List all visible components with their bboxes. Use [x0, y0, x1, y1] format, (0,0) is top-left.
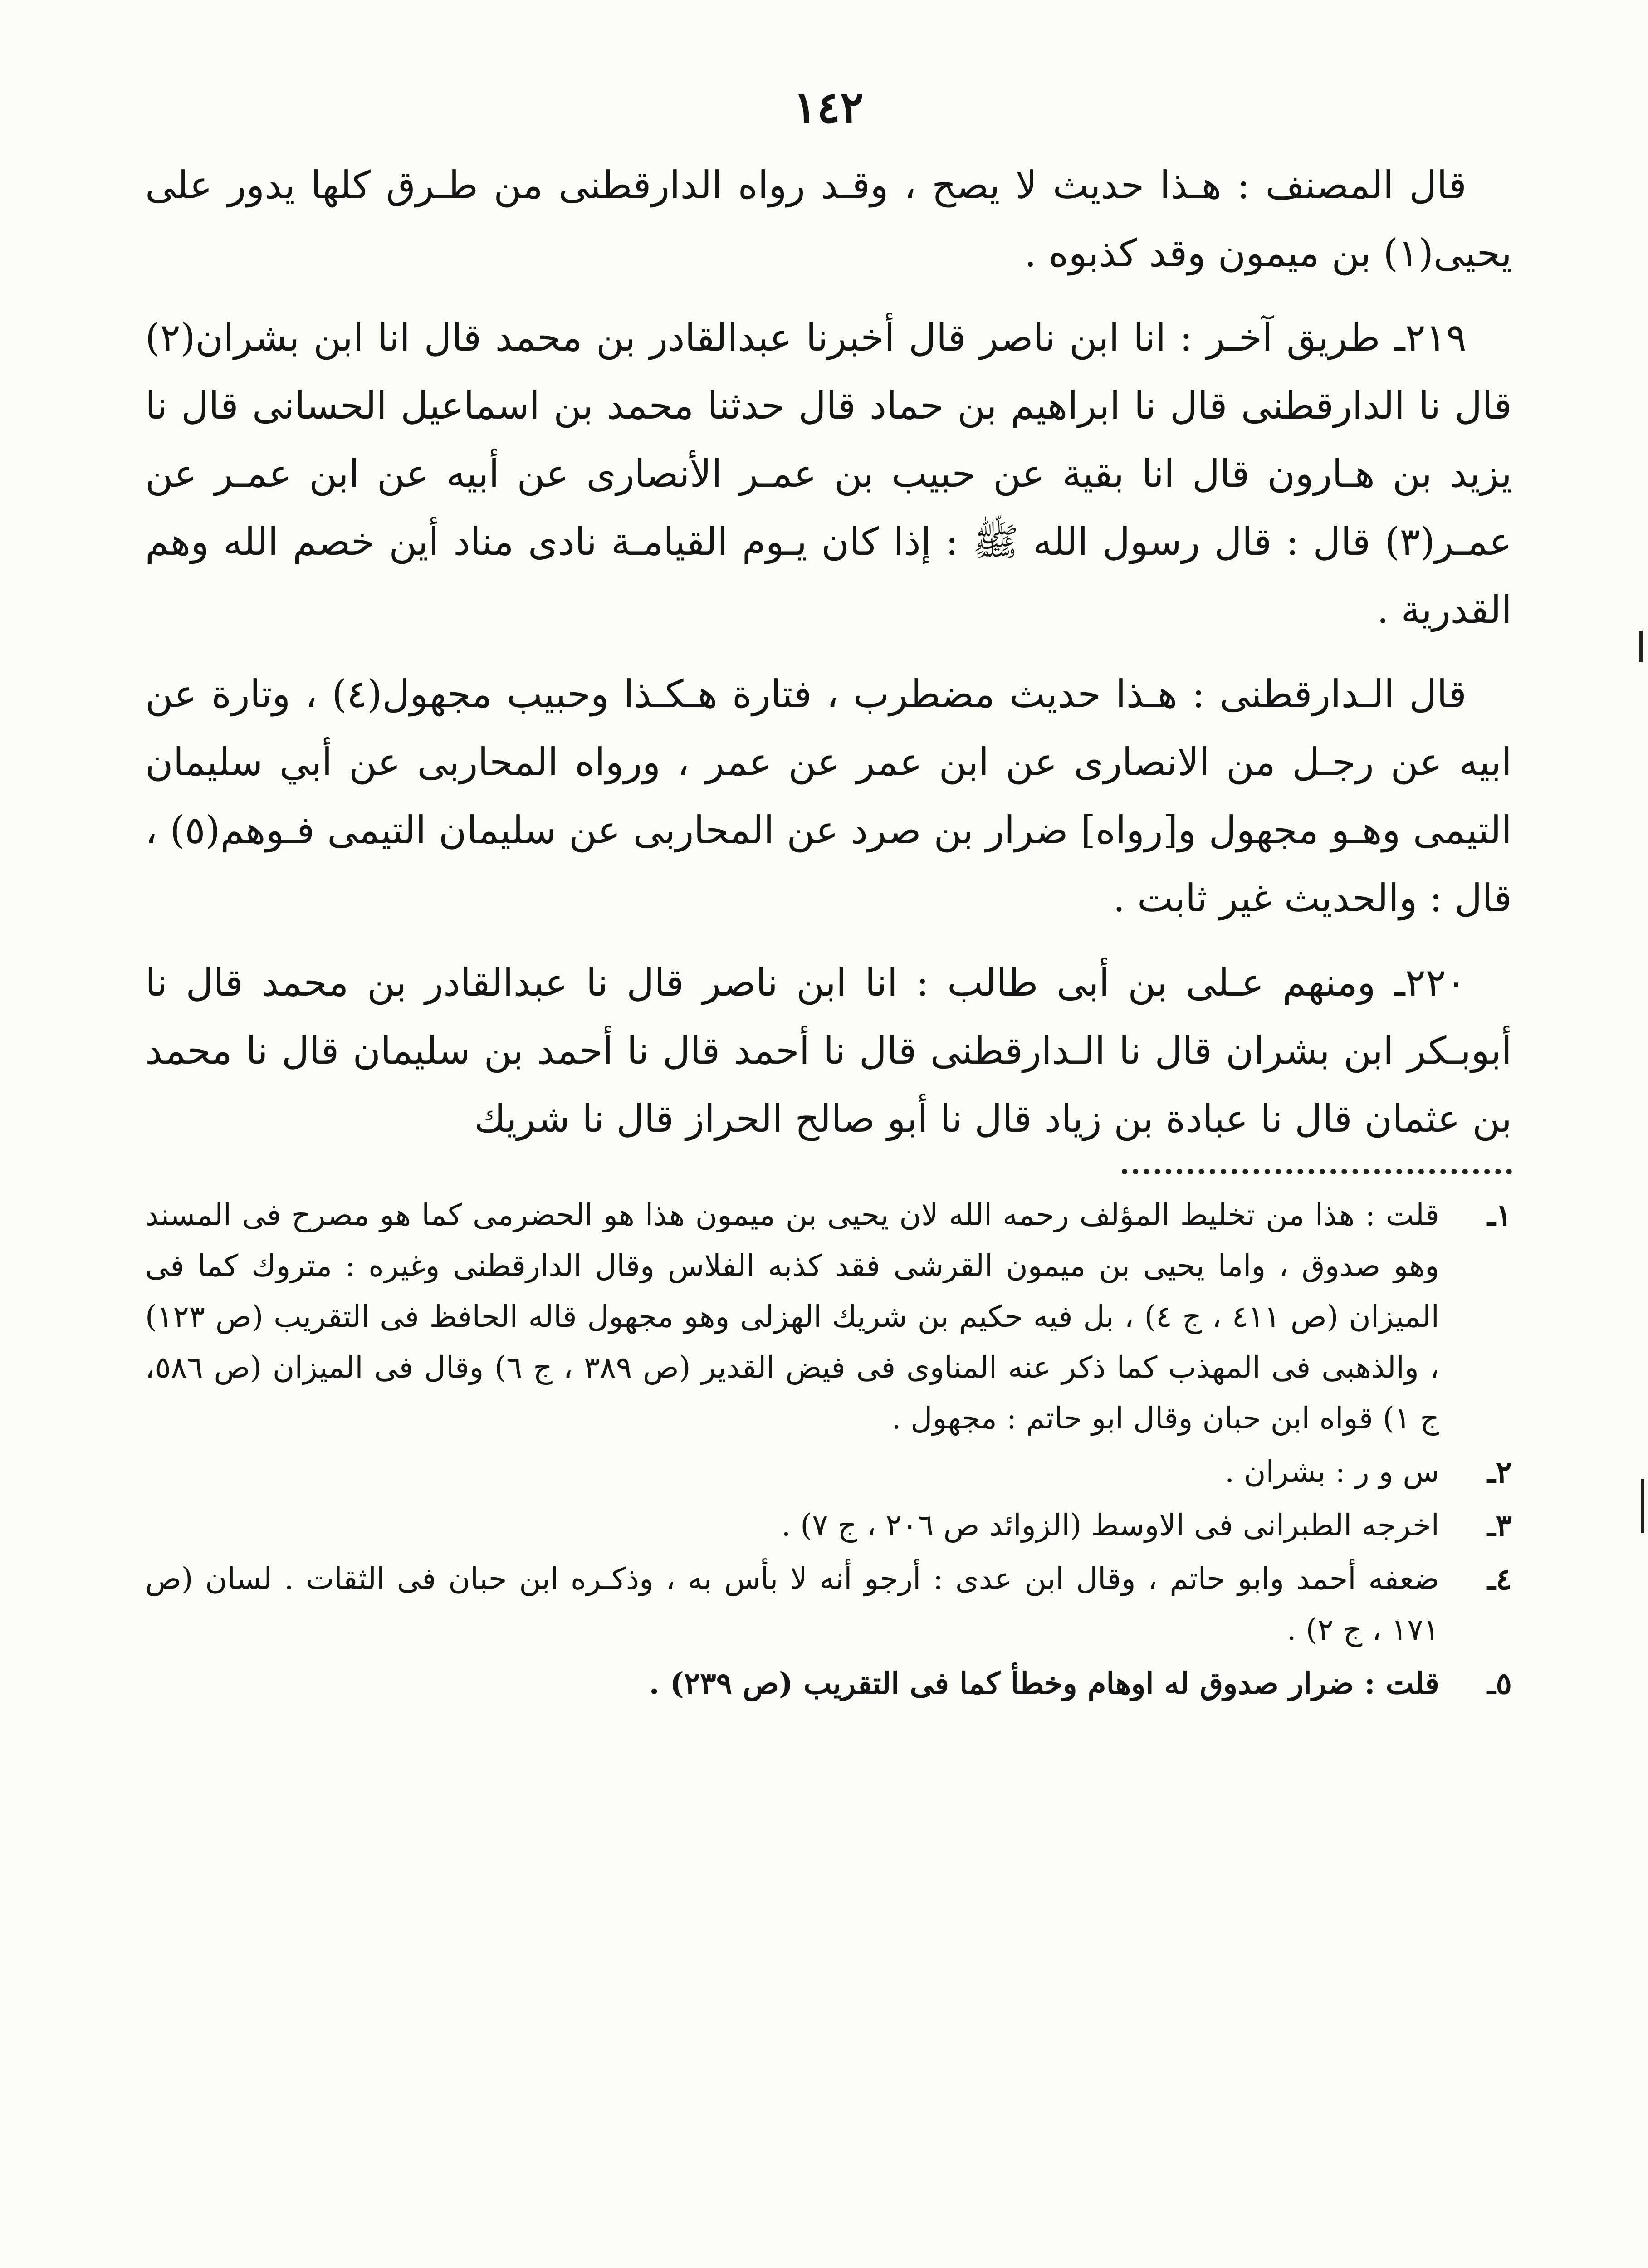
footnote-text: قلت : ضرار صدوق له اوهام وخطأ كما فى التقريب (ص ٢٣٩) .: [649, 1666, 1439, 1701]
footnote-4: [145, 1554, 1512, 1655]
paragraph-author-comment: قال المصنف : هـذا حديث لا يصح ، وقـد رواه الدارقطنى من طـرق كلها يدور على يحيى(١) بن ميمون وقد كذبوه .: [145, 163, 1512, 275]
footnote-divider: [1122, 1169, 1512, 1174]
paragraph-daraqutni-comment: قال الـدارقطنى : هـذا حديث مضطرب ، فتارة هـكـذا وحبيب مجهول(٤) ، وتارة عن ابيه عن رجـل من الانصارى عن ابن عمر عن عمر ، ورواه المحاربى عن أبي سليمان التيمى وهـو مجهول و[رواه] ضرار بن صرد عن المحاربى عن سليمان التيمى فـوهم(٥) ، قال : والحديث غير ثابت .: [145, 672, 1512, 920]
footnote-2: [145, 1447, 1512, 1497]
scan-margin-mark: [1639, 631, 1643, 662]
footnote-marker: ١ـ: [1487, 1198, 1512, 1233]
paragraph-220: ٢٢٠ـ ومنهم عـلى بن أبى طالب : انا ابن ناصر قال نا عبدالقادر بن محمد قال نا أبوبـكر ابن بشران قال نا الـدارقطنى قال نا أحمد قال نا أحمد بن سليمان قال نا محمد بن عثمان قال نا عبادة بن زياد قال نا أبو صالح الحراز قال نا شريك: [145, 960, 1512, 1141]
footnotes: [145, 1190, 1512, 1709]
footnote-marker: ٥ـ: [1487, 1666, 1512, 1701]
scan-margin-mark: [1641, 1479, 1644, 1533]
footnote-marker: ٢ـ: [1487, 1454, 1512, 1490]
footnote-1: [145, 1190, 1512, 1444]
footnote-text: قلت : هذا من تخليط المؤلف رحمه الله لان يحيى بن ميمون هذا هو الحضرمى كما هو مصرح فى المسند وهو صدوق ، واما يحيى بن ميمون القرشى فقد كذبه الفلاس وقال الدارقطنى وغيره : متروك كما فى الميزان (ص ٤١١ ، ج ٤) ، بل فيه حكيم بن شريك الهزلى وهو مجهول قاله الحافظ فى التقريب (ص ١٢٣) ، والذهبى فى المهذب كما ذكر عنه المناوى فى فيض القدير (ص ٣٨٩ ، ج ٦) وقال فى الميزان (ص ٥٨٦، ج ١) قواه ابن حبان وقال ابو حاتم : مجهول .: [145, 1198, 1439, 1436]
footnote-text: اخرجه الطبرانى فى الاوسط (الزوائد ص ٢٠٦ ، ج ٧) .: [781, 1508, 1439, 1543]
footnote-marker: ٤ـ: [1487, 1561, 1512, 1597]
footnote-5: [145, 1658, 1512, 1709]
page-number: ١٤٢: [793, 82, 864, 133]
main-text: [145, 151, 1512, 1153]
footnote-text: س و ر : بشران .: [1225, 1454, 1439, 1489]
paragraph-219: ٢١٩ـ طريق آخـر : انا ابن ناصر قال أخبرنا عبدالقادر بن محمد قال انا ابن بشران(٢) قال نا الدارقطنى قال نا ابراهيم بن حماد قال حدثنا محمد بن اسماعيل الحسانى قال نا يزيد بن هـارون قال انا بقية عن حبيب بن عمـر الأنصارى عن أبيه عن ابن عمـر عن عمـر(٣) قال : قال رسول الله ﷺ : إذا كان يـوم القيامـة نادى مناد أين خصم الله وهم القدرية .: [145, 315, 1512, 632]
footnote-marker: ٣ـ: [1487, 1508, 1512, 1543]
footnote-text: ضعفه أحمد وابو حاتم ، وقال ابن عدى : أرجو أنه لا بأس به ، وذكـره ابن حبان فى الثقات . لسان (ص ١٧١ ، ج ٢) .: [145, 1561, 1439, 1647]
footnote-3: [145, 1500, 1512, 1551]
